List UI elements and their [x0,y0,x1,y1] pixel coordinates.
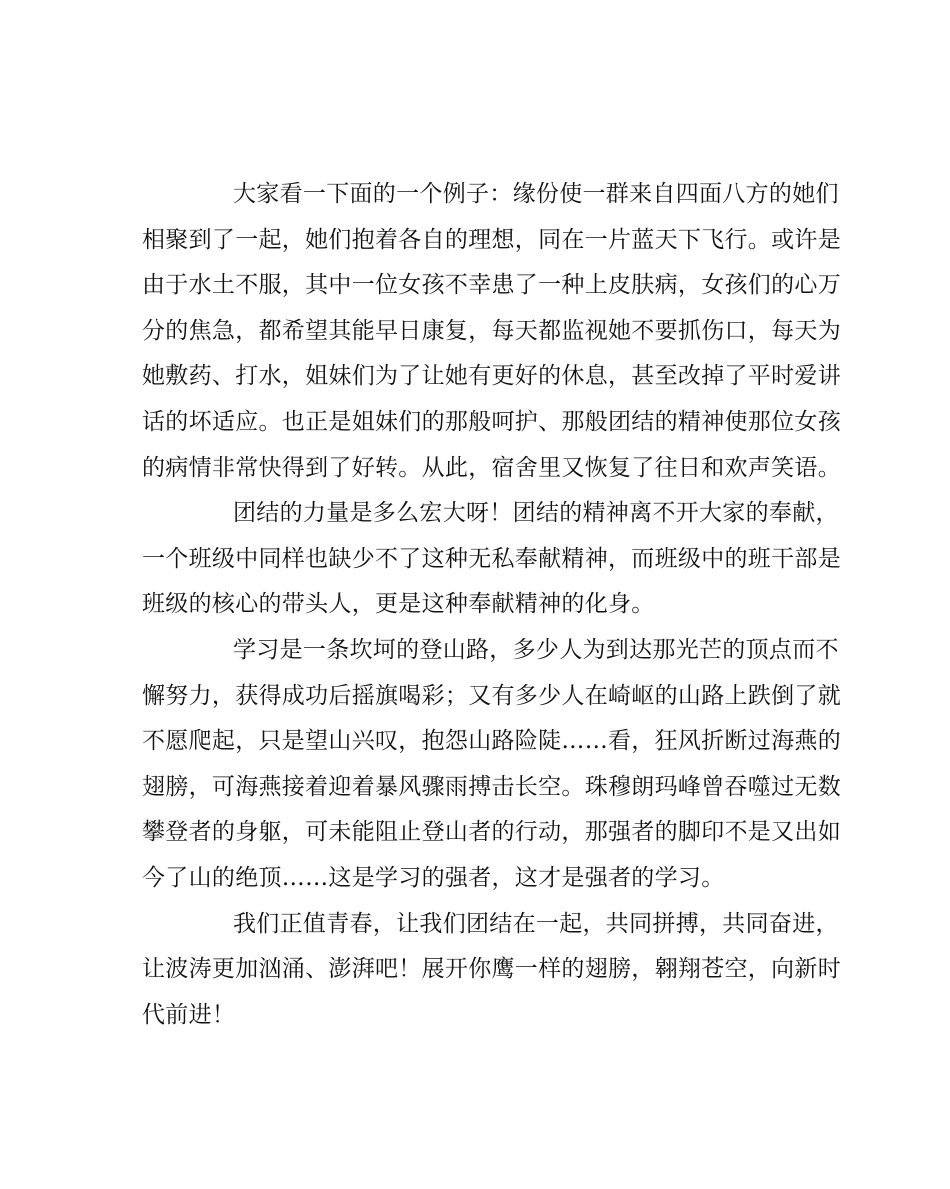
paragraph-line: 不愿爬起，只是望山兴叹，抱怨山路险陡……看，狂风折断过海燕的 [142,728,841,755]
paragraph-line: 由于水土不服，其中一位女孩不幸患了一种上皮肤病，女孩们的心万 [142,272,841,299]
paragraph-line: 代前进！ [142,1001,236,1028]
paragraph-1 [142,172,841,491]
paragraph-line: 她敷药、打水，姐妹们为了让她有更好的休息，甚至改掉了平时爱讲 [142,363,841,390]
paragraph-line: 一个班级中同样也缺少不了这种无私奉献精神，而班级中的班干部是 [142,545,841,572]
paragraph-line: 分的焦急，都希望其能早日康复，每天都监视她不要抓伤口，每天为 [142,317,841,344]
paragraph-line: 我们正值青春，让我们团结在一起，共同拼搏，共同奋进， [233,910,839,937]
paragraph-line: 学习是一条坎坷的登山路，多少人为到达那光芒的顶点而不 [233,636,839,663]
paragraph-3 [142,628,841,902]
paragraph-line: 翅膀，可海燕接着迎着暴风骤雨搏击长空。珠穆朗玛峰曾吞噬过无数 [142,773,841,800]
paragraph-line: 相聚到了一起，她们抱着各自的理想，同在一片蓝天下飞行。或许是 [142,226,841,253]
paragraph-4 [142,902,841,1039]
paragraph-line: 团结的力量是多么宏大呀！团结的精神离不开大家的奉献， [233,500,839,527]
paragraph-line: 让波涛更加汹涌、澎湃吧！展开你鹰一样的翅膀，翱翔苍空，向新时 [142,956,841,983]
paragraph-line: 今了山的绝顶……这是学习的强者，这才是强者的学习。 [142,864,725,891]
paragraph-line: 懈努力，获得成功后摇旗喝彩；又有多少人在崎岖的山路上跌倒了就 [142,682,841,709]
paragraph-line: 话的坏适应。也正是姐妹们的那般呵护、那般团结的精神使那位女孩 [142,408,841,435]
paragraph-line: 班级的核心的带头人，更是这种奉献精神的化身。 [142,591,655,618]
paragraph-line: 攀登者的身躯，可未能阻止登山者的行动，那强者的脚印不是又出如 [142,819,841,846]
paragraph-line: 的病情非常快得到了好转。从此，宿舍里又恢复了往日和欢声笑语。 [142,454,841,481]
document-body [142,172,841,1038]
paragraph-2 [142,491,841,628]
paragraph-line: 大家看一下面的一个例子：缘份使一群来自四面八方的她们 [233,181,839,207]
